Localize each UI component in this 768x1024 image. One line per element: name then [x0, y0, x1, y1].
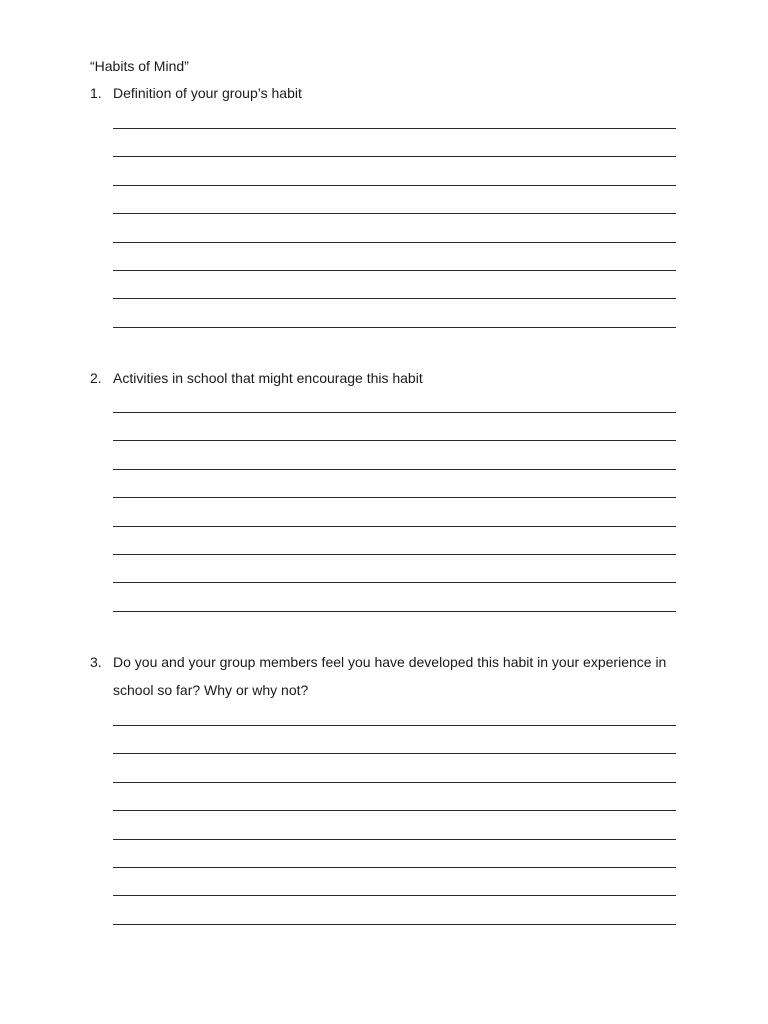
answer-line[interactable]: [113, 867, 676, 868]
answer-line[interactable]: [113, 213, 676, 214]
answer-line[interactable]: [113, 839, 676, 840]
answer-line[interactable]: [113, 270, 676, 271]
answer-line[interactable]: [113, 185, 676, 186]
answer-line[interactable]: [113, 611, 676, 612]
answer-line[interactable]: [113, 298, 676, 299]
question-number: 2.: [90, 370, 102, 386]
answer-line[interactable]: [113, 156, 676, 157]
answer-line[interactable]: [113, 725, 676, 726]
question-text: Do you and your group members feel you have developed this habit in your experience in school so far? Why or why not?: [113, 654, 667, 698]
answer-line[interactable]: [113, 469, 676, 470]
answer-line[interactable]: [113, 440, 676, 441]
answer-line[interactable]: [113, 526, 676, 527]
question-2: [90, 364, 680, 392]
worksheet-title: “Habits of Mind”: [90, 58, 189, 74]
question-text: Definition of your group’s habit: [113, 85, 302, 101]
answer-line[interactable]: [113, 327, 676, 328]
answer-line[interactable]: [113, 242, 676, 243]
question-3: [90, 648, 680, 704]
answer-line[interactable]: [113, 497, 676, 498]
answer-line[interactable]: [113, 582, 676, 583]
answer-line[interactable]: [113, 924, 676, 925]
question-1: [90, 79, 680, 107]
answer-line[interactable]: [113, 753, 676, 754]
question-number: 3.: [90, 654, 102, 670]
question-text: Activities in school that might encourage this habit: [113, 370, 423, 386]
answer-line[interactable]: [113, 128, 676, 129]
answer-line[interactable]: [113, 554, 676, 555]
answer-line[interactable]: [113, 895, 676, 896]
question-number: 1.: [90, 85, 102, 101]
answer-line[interactable]: [113, 810, 676, 811]
answer-line[interactable]: [113, 782, 676, 783]
answer-line[interactable]: [113, 412, 676, 413]
